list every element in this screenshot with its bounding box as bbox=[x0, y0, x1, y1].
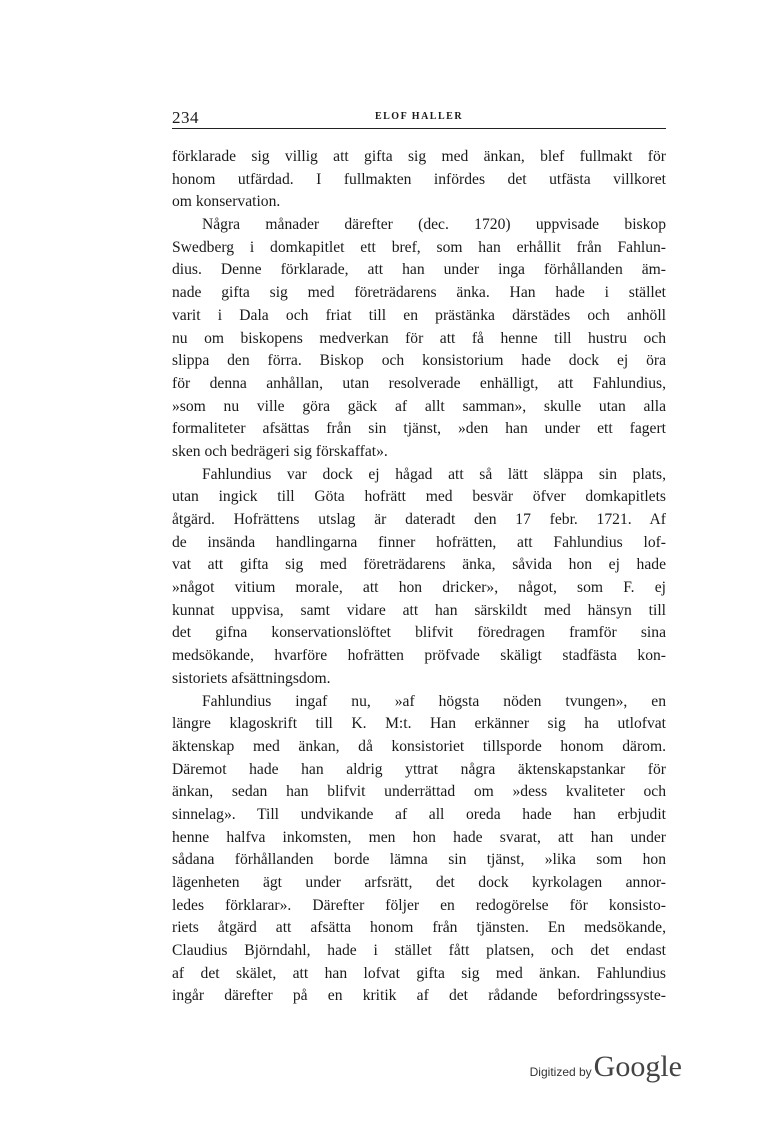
digitized-by-watermark bbox=[530, 1050, 682, 1084]
text-line: vat att gifta sig med företrädarens änka, såvida hon ej hade bbox=[172, 556, 666, 574]
text-line: Några månader därefter (dec. 1720) uppvisade biskop bbox=[202, 216, 666, 234]
text-line: formaliteter afsättas från sin tjänst, »den han under ett fagert bbox=[172, 420, 666, 438]
text-line: honom utfärdad. I fullmakten infördes det utfästa villkoret bbox=[172, 170, 666, 188]
digitized-label: Digitized by bbox=[529, 1065, 592, 1079]
text-line: sistoriets afsättningsdom. bbox=[172, 669, 331, 687]
text-line: förklarade sig villig att gifta sig med änkan, blef fullmakt för bbox=[172, 148, 666, 165]
text-line: de insända handlingarna finner hofrätten, att Fahlundius lof- bbox=[172, 533, 666, 551]
google-logo: Google bbox=[593, 1050, 682, 1083]
text-line: om konservation. bbox=[172, 193, 281, 211]
text-line: kunnat uppvisa, samt vidare att han särskildt med hänsyn till bbox=[172, 601, 666, 619]
paragraph bbox=[172, 464, 666, 691]
text-line: »något vitium morale, att hon dricker», något, som F. ej bbox=[172, 579, 666, 597]
text-line: sken och bedrägeri sig förskaffat». bbox=[172, 442, 388, 460]
body-text bbox=[172, 146, 666, 1008]
text-line: nu om biskopens medverkan för att få henne till hustru och bbox=[172, 329, 666, 347]
text-line: slippa den förra. Biskop och konsistorium hade dock ej öra bbox=[172, 352, 666, 370]
text-line: lägenheten ägt under arfsrätt, det dock kyrkolagen annor- bbox=[172, 874, 666, 891]
page-header bbox=[172, 108, 666, 129]
text-line: henne halfva inkomsten, men hon hade svarat, att han under bbox=[172, 828, 666, 846]
text-line: för denna anhållan, utan resolverade enhälligt, att Fahlundius, bbox=[172, 374, 666, 392]
text-line: Däremot hade han aldrig yttrat några äktenskapstankar för bbox=[172, 760, 666, 778]
text-line: Claudius Björndahl, hade i stället fått platsen, och det endast bbox=[172, 942, 666, 960]
text-line: dius. Denne förklarade, att han under inga förhållanden äm- bbox=[172, 261, 666, 279]
text-line: medsökande, hvarföre hofrätten pröfvade skäligt stadfästa kon- bbox=[172, 647, 666, 665]
running-head: ELOF HALLER bbox=[374, 111, 464, 122]
text-line: »som nu ville göra gäck af allt samman», skulle utan alla bbox=[172, 397, 666, 415]
page-number: 234 bbox=[172, 108, 199, 127]
paragraph bbox=[172, 691, 666, 1009]
text-line: det gifna konservationslöftet blifvit föredragen framför sina bbox=[172, 624, 666, 642]
text-line: sinnelag». Till undvikande af all oreda hade han erbjudit bbox=[172, 805, 666, 823]
text-line: Fahlundius ingaf nu, »af högsta nöden tvungen», en bbox=[202, 692, 666, 710]
text-line: längre klagoskrift till K. M:t. Han erkänner sig ha utlofvat bbox=[172, 715, 666, 733]
text-line: varit i Dala och friat till en prästänka därstädes och anhöll bbox=[172, 306, 666, 324]
text-line: Swedberg i domkapitlet ett bref, som han erhållit från Fahlun- bbox=[172, 238, 666, 256]
text-line: ingår därefter på en kritik af det rådande befordringssyste- bbox=[172, 987, 666, 1005]
text-line: änkan, sedan han blifvit underrättad om »dess kvaliteter och bbox=[172, 783, 666, 801]
text-line: af det skälet, att han lofvat gifta sig med änkan. Fahlundius bbox=[172, 964, 666, 982]
text-line: äktenskap med änkan, då konsistoriet tillsporde honom därom. bbox=[172, 737, 666, 755]
text-line: Fahlundius var dock ej hågad att så lätt släppa sin plats, bbox=[202, 465, 666, 483]
text-line: riets åtgärd att afsätta honom från tjänsten. En medsökande, bbox=[172, 919, 666, 937]
text-line: åtgärd. Hofrättens utslag är dateradt den 17 febr. 1721. Af bbox=[172, 511, 666, 528]
paragraph bbox=[172, 214, 666, 464]
text-line: ledes förklarar». Därefter följer en redogörelse för konsisto- bbox=[172, 896, 666, 914]
text-line: sådana förhållanden borde lämna sin tjänst, »lika som hon bbox=[172, 851, 666, 869]
text-line: nade gifta sig med företrädarens änka. Han hade i stället bbox=[172, 284, 666, 302]
paragraph bbox=[172, 146, 666, 214]
text-line: utan ingick till Göta hofrätt med besvär öfver domkapitlets bbox=[172, 488, 666, 506]
